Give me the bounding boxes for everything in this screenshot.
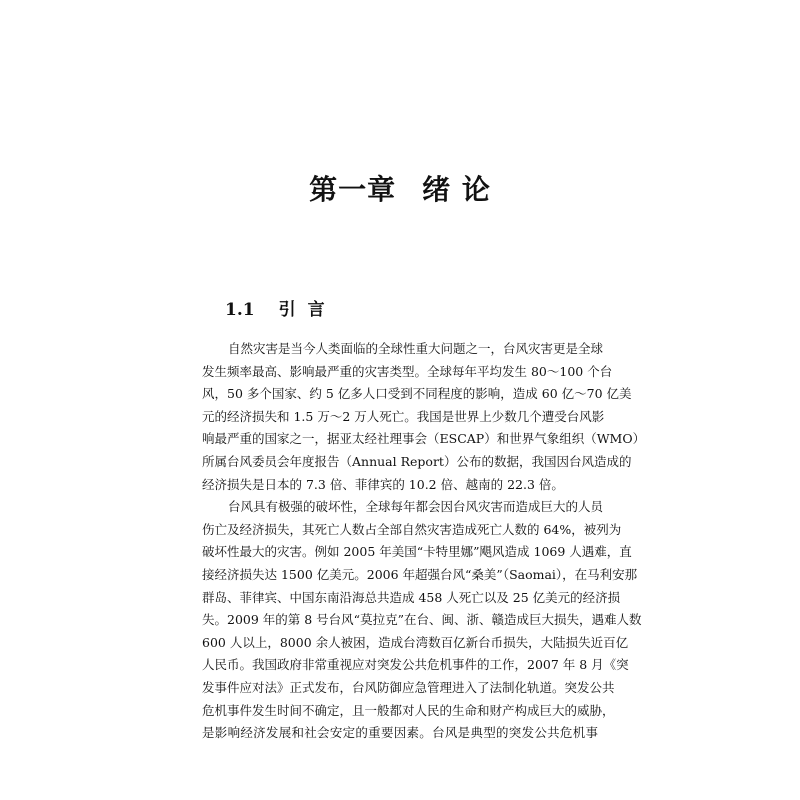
chapter-label: 第一章 [309,173,397,206]
paragraph-1-line-4: 元的经济损失和 1.5 万～2 万人死亡。我国是世界上少数几个遭受台风影 [202,408,605,424]
paragraph-1-line-3: 风，50 多个国家、约 5 亿多人口受到不同程度的影响，造成 60 亿～70 亿美 [202,386,632,402]
chapter-title [0,170,800,210]
paragraph-2-line-5: 群岛、菲律宾、中国东南沿海总共造成 458 人死亡以及 25 亿美元的经济损 [202,589,621,605]
paragraph-2-line-3: 破坏性最大的灾害。例如 2005 年美国“卡特里娜”飓风造成 1069 人遇难，直 [202,544,632,560]
paragraph-2-line-4: 接经济损失达 1500 亿美元。2006 年超强台风“桑美”（Saomai），在马利安那 [202,566,638,582]
section-heading [225,298,337,322]
paragraph-1-line-7: 经济损失是日本的 7.3 倍、菲律宾的 10.2 倍、越南的 22.3 倍。 [202,476,564,492]
paragraph-1-line-2: 发生频率最高、影响最严重的灾害类型。全球每年平均发生 80～100 个台 [202,363,613,379]
paragraph-2-line-9: 发事件应对法》正式发布，台风防御应急管理进入了法制化轨道。突发公共 [202,679,615,695]
paragraph-2-line-7: 600 人以上，8000 余人被困，造成台湾数百亿新台币损失，大陆损失近百亿 [202,634,629,650]
paragraph-2-line-8: 人民币。我国政府非常重视应对突发公共危机事件的工作，2007 年 8 月《突 [202,657,629,673]
paragraph-2-line-1: 台风具有极强的破坏性，全球每年都会因台风灾害而造成巨大的人员 [228,499,604,515]
body-text [202,338,646,745]
paragraph-1-line-5: 响最严重的国家之一，据亚太经社理事会（ESCAP）和世界气象组织（WMO） [202,431,646,447]
paragraph-1-line-1: 自然灾害是当今人类面临的全球性重大问题之一，台风灾害更是全球 [228,341,604,356]
section-title: 引言 [278,300,337,320]
paragraph-2-line-2: 伤亡及经济损失，其死亡人数占全部自然灾害造成死亡人数的 64%，被列为 [202,521,622,537]
paragraph-2-line-6: 失。2009 年的第 8 号台风“莫拉克”在台、闽、浙、赣造成巨大损失，遇难人数 [202,612,642,628]
chapter-name: 绪 论 [422,173,491,206]
paragraph-1-line-6: 所属台风委员会年度报告（Annual Report）公布的数据，我国因台风造成的 [202,453,632,469]
paragraph-2-line-10: 危机事件发生时间不确定，且一般都对人民的生命和财产构成巨大的威胁， [202,702,615,718]
paragraph-2-line-11: 是影响经济发展和社会安定的重要因素。台风是典型的突发公共危机事 [202,725,598,741]
section-number: 1.1 [225,300,255,320]
